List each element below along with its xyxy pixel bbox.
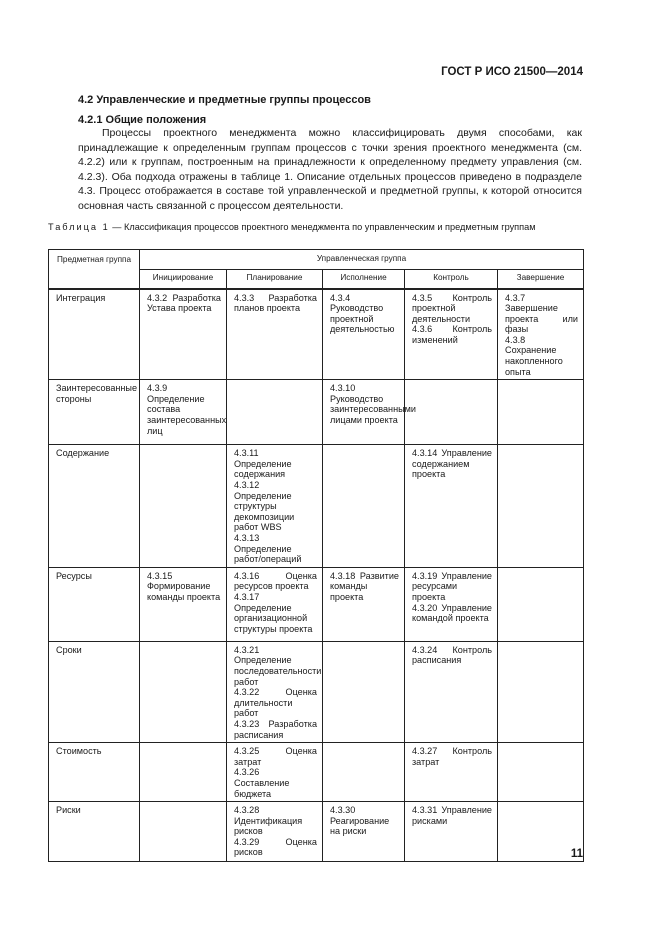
process-cell [227,289,323,380]
process-item: 4.3.23 Разработка расписания [234,718,317,740]
table-row [49,289,584,380]
process-cell [323,802,405,862]
table-caption-label: Таблица 1 [48,222,110,232]
process-item: 4.3.10 Руководство заинтересованными лицами проекта [330,383,416,426]
process-cell [498,289,584,380]
subject-group-cell: Содержание [49,445,140,568]
process-item: 4.3.5 Контроль проектной деятельности [412,292,492,324]
subsection-title: 4.2.1 Общие положения [78,114,207,126]
process-item: 4.3.26 Составление бюджета [234,767,290,799]
process-cell [323,380,416,445]
process-item: 4.3.2 Разработка Устава проекта [147,292,221,314]
process-item: 4.3.25 Оценка затрат [234,746,317,767]
process-cell [323,567,405,641]
process-cell [140,380,227,445]
subject-group-header: Предметная группа [49,250,140,289]
process-cell [227,380,323,445]
process-cell [498,380,584,445]
process-cell [498,567,584,641]
process-item: 4.3.29 Оценка рисков [234,836,317,858]
column-header: Инициирование [140,270,227,289]
process-item: 4.3.30 Реагирование на риски [330,805,390,837]
process-item: 4.3.22 Оценка длительности работ [234,687,317,719]
process-item: 4.3.16 Оценка ресурсов проекта [234,570,317,592]
process-cell [140,289,227,380]
process-cell [498,445,584,568]
process-cell [227,567,323,641]
table-row [49,802,584,862]
process-item: 4.3.15 Формирование команды проекта [147,570,221,602]
process-item: 4.3.4 Руководство проектной деятельностью [330,292,395,335]
table-row [49,641,584,742]
table-row [49,445,584,568]
table-caption-text: — Классификация процессов проектного менеджмента по управленческим и предметным группам [109,222,536,232]
document-standard-code: ГОСТ Р ИСО 21500—2014 [441,66,583,78]
subject-group-cell: Интеграция [49,289,140,380]
table-row [49,567,584,641]
subject-group-cell: Заинтересованные стороны [49,380,140,445]
process-item: 4.3.3 Разработка планов проекта [234,292,317,314]
process-item: 4.3.28 Идентификация рисков [234,805,303,837]
column-header: Завершение [498,270,584,289]
process-cell [140,802,227,862]
column-header: Контроль [405,270,498,289]
process-cell [140,743,227,802]
process-cell [405,445,498,568]
page-number: 11 [570,848,583,860]
body-paragraph: Процессы проектного менеджмента можно классифицировать двумя способами, как принадлежащие к определенным группам процессов с точки зрения проектного менеджмента (см. 4.2.2) или к группам, построенным на принадлежности к определенному предмету управления (см. 4.2.3). Оба подхода отражены в таблице 1. Описание отдельных процессов приведено в подразделе 4.3. Процесс отображается в составе той управленческой и предметной группы, к которой относится основная часть связанной с процессом деятельности. [78,127,582,212]
process-cell [227,802,323,862]
process-item: 4.3.18 Развитие команды проекта [330,570,399,602]
process-item: 4.3.20 Управление командой проекта [412,602,492,624]
process-cell [498,641,584,742]
process-cell [405,743,498,802]
process-cell [140,641,227,742]
process-cell [405,380,498,445]
process-cell [323,445,405,568]
process-item: 4.3.17 Определение организационной структуры проекта [234,591,313,634]
subject-group-cell: Риски [49,802,140,862]
process-item: 4.3.21 Определение последовательности работ [234,644,322,687]
process-item: 4.3.31 Управление рисками [412,805,492,826]
process-cell [140,445,227,568]
process-item: 4.3.12 Определение структуры декомпозиции работ WBS [234,480,295,533]
process-cell [498,743,584,802]
process-cell [227,743,323,802]
process-cell [405,567,498,641]
process-item: 4.3.19 Управление ресурсами проекта [412,570,492,602]
column-header: Исполнение [323,270,405,289]
process-item: 4.3.11 Определение содержания [234,448,292,480]
process-cell [323,743,405,802]
process-item: 4.3.7 Завершение проекта или фазы [505,292,578,335]
process-cell [140,567,227,641]
process-item: 4.3.24 Контроль расписания [412,644,492,666]
subject-group-cell: Стоимость [49,743,140,802]
table-row [49,743,584,802]
process-cell [227,641,323,742]
subject-group-cell: Сроки [49,641,140,742]
table-row [49,380,584,445]
subject-group-cell: Ресурсы [49,567,140,641]
table-caption [48,222,582,234]
process-item: 4.3.14 Управление содержанием проекта [412,448,492,480]
section-title: 4.2 Управленческие и предметные группы процессов [78,94,371,106]
process-cell [323,641,405,742]
process-cell [323,289,405,380]
management-group-header: Управленческая группа [140,250,584,270]
column-header: Планирование [227,270,323,289]
process-classification-table [48,249,584,862]
process-cell [405,641,498,742]
process-item: 4.3.27 Контроль затрат [412,746,492,767]
process-item: 4.3.9 Определение состава заинтересованных лиц [147,383,227,436]
process-item: 4.3.13 Определение работ/операций [234,533,302,565]
process-cell [405,802,498,862]
process-cell [405,289,498,380]
process-item: 4.3.8 Сохранение накопленного опыта [505,334,563,377]
process-cell [227,445,323,568]
process-item: 4.3.6 Контроль изменений [412,324,492,345]
